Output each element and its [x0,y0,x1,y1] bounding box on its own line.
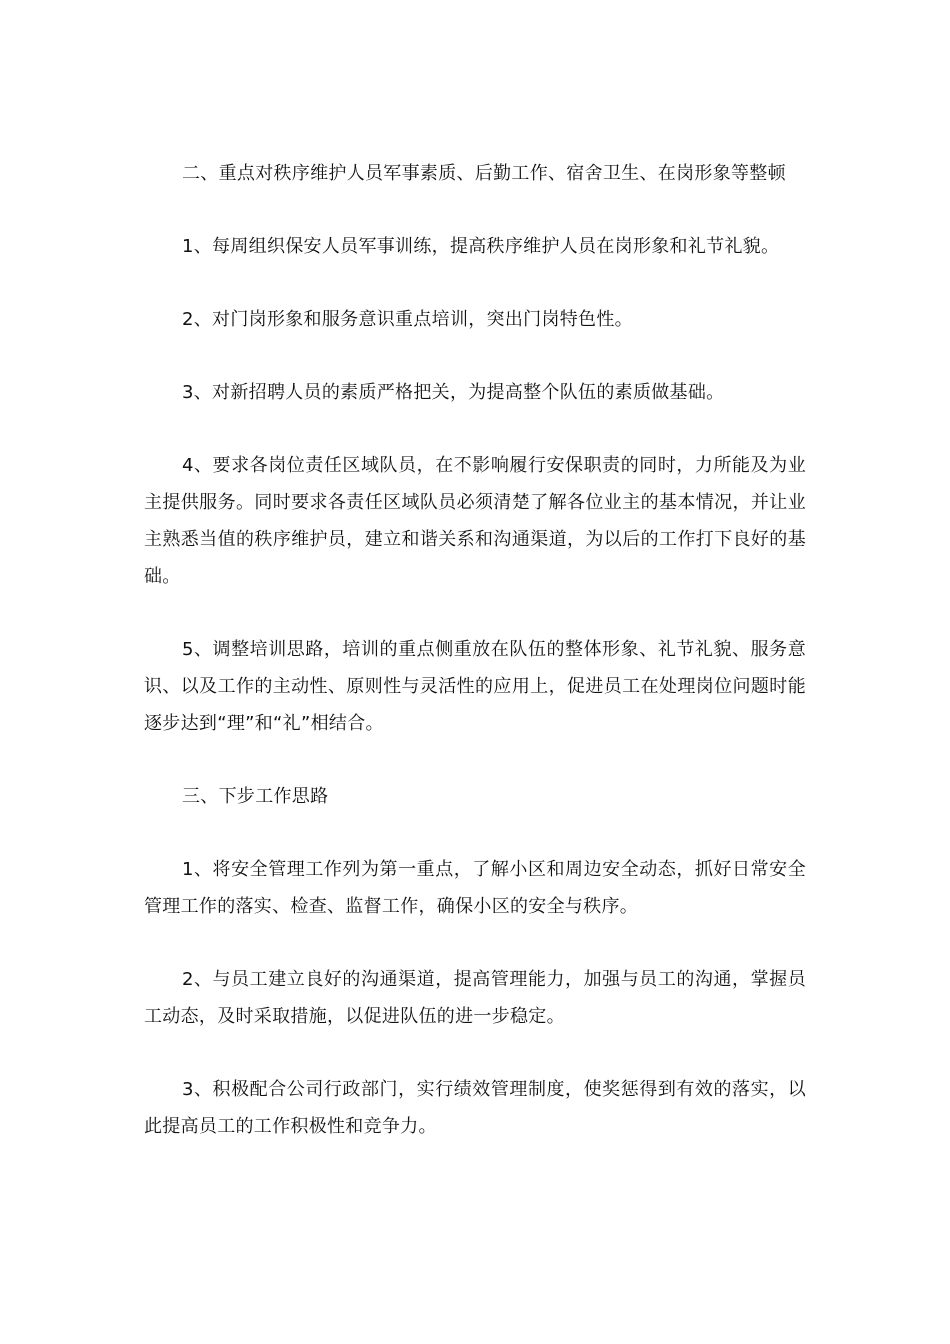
section-heading-two: 二、重点对秩序维护人员军事素质、后勤工作、宿舍卫生、在岗形象等整顿 [182,163,786,184]
section-two-item-1: 1、每周组织保安人员军事训练，提高秩序维护人员在岗形象和礼节礼貌。 [182,236,780,257]
section-three-item-1: 1、将安全管理工作列为第一重点，了解小区和周边安全动态，抓好日常安全管理工作的落实、检查、监督工作，确保小区的安全与秩序。 [144,859,806,917]
section-two-item-2: 2、对门岗形象和服务意识重点培训，突出门岗特色性。 [182,309,633,330]
section-heading-three: 三、下步工作思路 [182,786,329,807]
section-two-item-4: 4、要求各岗位责任区域队员，在不影响履行安保职责的同时，力所能及为业主提供服务。同时要求各责任区域队员必须清楚了解各位业主的基本情况，并让业主熟悉当值的秩序维护员，建立和谐关系和沟通渠道，为以后的工作打下良好的基础。 [144,455,806,587]
section-two-item-3: 3、对新招聘人员的素质严格把关，为提高整个队伍的素质做基础。 [182,382,725,403]
document-body [144,155,806,1181]
section-three-item-3: 3、积极配合公司行政部门，实行绩效管理制度，使奖惩得到有效的落实，以此提高员工的工作积极性和竞争力。 [144,1079,806,1137]
section-two-item-5: 5、调整培训思路，培训的重点侧重放在队伍的整体形象、礼节礼貌、服务意识、以及工作的主动性、原则性与灵活性的应用上，促进员工在处理岗位问题时能逐步达到“理”和“礼”相结合。 [144,639,806,734]
section-three-item-2: 2、与员工建立良好的沟通渠道，提高管理能力，加强与员工的沟通，掌握员工动态，及时采取措施，以促进队伍的进一步稳定。 [144,969,806,1027]
